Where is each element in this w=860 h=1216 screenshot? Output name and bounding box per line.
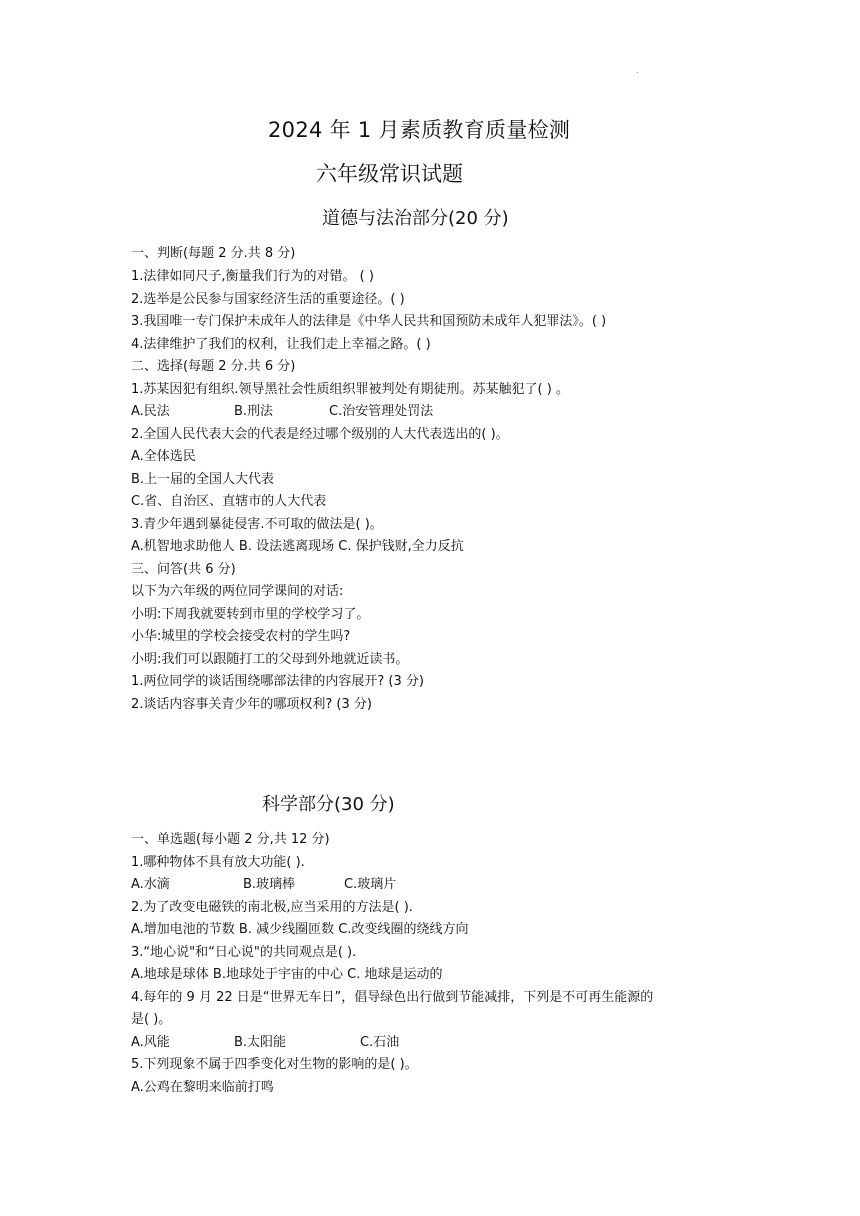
choice-question-3: 3.青少年遇到暴徒侵害.不可取的做法是( )。 [131,517,383,532]
option-b: B.玻璃棒 [243,877,296,892]
choice-question-2: 2.全国人民代表大会的代表是经过哪个级别的人大代表选出的( )。 [131,427,509,442]
dialogue-line-2: 小华:城里的学校会接受农村的学生吗? [131,629,351,644]
exam-title: 2024 年 1 月素质教育质量检测 [268,118,571,142]
choice-question-2-option-b: B.上一届的全国人大代表 [131,472,275,487]
judge-question-3: 3.我国唯一专门保护未成年人的法律是《中华人民共和国预防未成年人犯罪法》。( ) [131,314,607,329]
option-a: A.风能 [131,1035,170,1050]
science-question-4-options [131,1031,399,1050]
judge-question-1: 1.法律如同尺子,衡量我们行为的对错。 ( ) [131,269,374,284]
science-question-1-options [131,873,396,892]
dialogue-line-3: 小明:我们可以跟随打工的父母到外地就近读书。 [131,652,409,667]
science-question-4-line-2: 是( )。 [131,1012,172,1027]
part1-section1-title: 一、判断(每题 2 分.共 8 分) [131,246,296,261]
part2-heading: 科学部分(30 分) [262,794,395,815]
option-a: A.水滴 [131,877,170,892]
option-b: B.太阳能 [234,1035,287,1050]
part1-section2-title: 二、选择(每题 2 分.共 6 分) [131,359,296,374]
science-question-3-options: A.地球是球体 B.地球处于宇宙的中心 C. 地球是运动的 [131,967,443,982]
exam-subtitle: 六年级常识试题 [316,162,463,186]
answer-question-1: 1.两位同学的谈话围绕哪部法律的内容展开? (3 分) [131,674,424,689]
science-question-3: 3.“地心说"和“日心说"的共同观点是( ). [131,945,357,960]
science-question-2: 2.为了改变电磁铁的南北极,应当采用的方法是( ). [131,900,413,915]
science-question-5-option-a: A.公鸡在黎明来临前打鸣 [131,1080,274,1095]
part2-section1-title: 一、单选题(每小题 2 分,共 12 分) [131,832,330,847]
choice-question-1: 1.苏某因犯有组织.领导黑社会性质组织罪被判处有期徒刑。苏某触犯了( ) 。 [131,382,569,397]
judge-question-2: 2.选举是公民参与国家经济生活的重要途径。( ) [131,292,405,307]
corner-mark: . [636,66,639,75]
part1-section3-title: 三、问答(共 6 分) [131,562,236,577]
science-question-1: 1.哪种物体不具有放大功能( ). [131,855,305,870]
option-c: C.玻璃片 [344,877,397,892]
science-question-4-line-1: 4.每年的 9 月 22 日是“世界无车日”，倡导绿色出行做到节能减排，下列是不可再生能源的 [131,990,654,1005]
choice-question-1-options [131,400,433,419]
choice-question-2-option-c: C.省、自治区、直辖市的人大代表 [131,494,327,509]
dialogue-line-1: 小明:下周我就要转到市里的学校学习了。 [131,607,370,622]
judge-question-4: 4.法律维护了我们的权利，让我们走上幸福之路。( ) [131,337,431,352]
choice-question-2-option-a: A.全体选民 [131,449,196,464]
science-question-2-options: A.增加电池的节数 B. 减少线圈匝数 C.改变线圈的绕线方向 [131,922,469,937]
choice-question-3-options: A.机智地求助他人 B. 设法逃离现场 C. 保护钱财,全力反抗 [131,539,464,554]
option-c: C.治安管理处罚法 [329,404,434,419]
answer-question-2: 2.谈话内容事关青少年的哪项权利? (3 分) [131,697,372,712]
option-a: A.民法 [131,404,170,419]
part1-heading: 道德与法治部分(20 分) [322,208,509,229]
option-c: C.石油 [360,1035,400,1050]
science-question-5: 5.下列现象不属于四季变化对生物的影响的是( )。 [131,1057,418,1072]
option-b: B.刑法 [234,404,274,419]
dialogue-intro: 以下为六年级的两位同学课间的对话: [131,584,344,599]
